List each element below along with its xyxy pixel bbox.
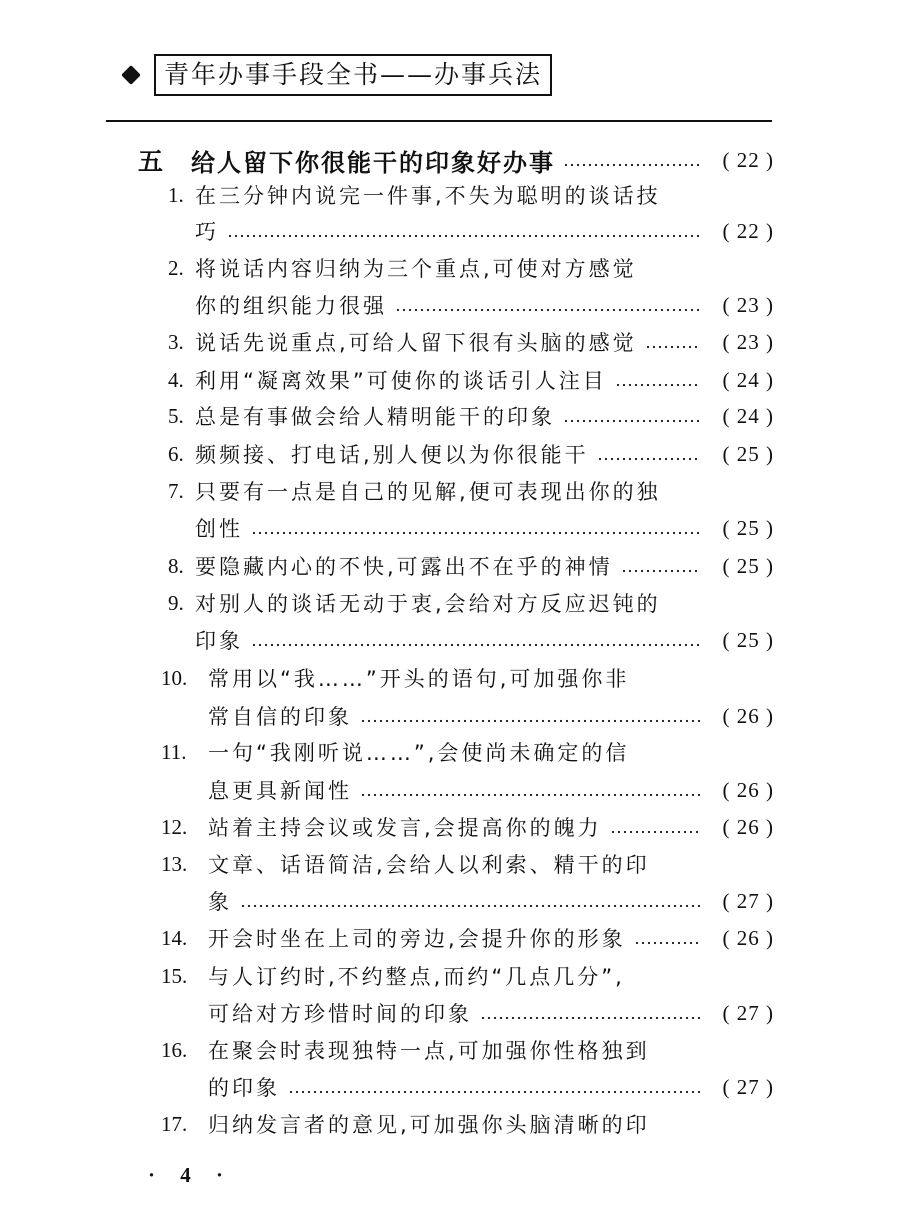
entry-number: 12. xyxy=(161,814,188,839)
entry-title: 印象 xyxy=(195,629,243,653)
entry-page: ( 27 ) xyxy=(722,1074,774,1099)
section-title: 给人留下你很能干的印象好办事 xyxy=(191,148,556,177)
toc-entry-line xyxy=(195,511,774,545)
entry-title: 利用“凝离效果”可使你的谈话引人注目 xyxy=(195,369,607,393)
entry-title: 站着主持会议或发言,会提高你的魄力 xyxy=(208,816,602,840)
entry-title: 一句“我刚听说……”,会使尚未确定的信 xyxy=(208,741,630,765)
header-rule xyxy=(106,120,772,122)
entry-title: 创性 xyxy=(195,517,243,541)
toc-entry-line xyxy=(168,437,774,471)
toc-entry-line xyxy=(208,884,774,918)
entry-number: 4. xyxy=(168,367,184,392)
entry-number: 7. xyxy=(168,478,184,503)
toc-entry-line xyxy=(161,1033,774,1067)
entry-title: 的印象 xyxy=(208,1076,280,1100)
entry-page: ( 23 ) xyxy=(722,292,774,317)
toc-entry-line xyxy=(208,1070,774,1104)
section-page: ( 22 ) xyxy=(722,147,774,172)
entry-page: ( 24 ) xyxy=(722,403,774,428)
leader-dots xyxy=(615,383,700,387)
entry-page: ( 26 ) xyxy=(722,777,774,802)
toc-entry-line xyxy=(161,847,774,881)
entry-title: 可给对方珍惜时间的印象 xyxy=(208,1002,472,1026)
entry-title: 开会时坐在上司的旁边,会提升你的形象 xyxy=(208,927,626,951)
leader-dots xyxy=(610,830,700,834)
entry-title: 在三分钟内说完一件事,不失为聪明的谈话技 xyxy=(195,184,661,208)
leader-dots xyxy=(597,457,700,461)
entry-title: 只要有一点是自己的见解,便可表现出你的独 xyxy=(195,480,661,504)
entry-title: 要隐藏内心的不快,可露出不在乎的神情 xyxy=(195,555,613,579)
entry-page: ( 22 ) xyxy=(722,218,774,243)
running-header xyxy=(124,54,552,96)
entry-number: 15. xyxy=(161,963,188,988)
entry-title: 巧 xyxy=(195,220,219,244)
toc-entry-line xyxy=(168,399,774,433)
toc-entry-line xyxy=(161,921,774,955)
leader-dots xyxy=(251,531,700,535)
toc-entry-line xyxy=(161,810,774,844)
leader-dots xyxy=(563,163,700,167)
toc-entry-line xyxy=(195,214,774,248)
leader-dots xyxy=(240,904,700,908)
leader-dots xyxy=(645,345,700,349)
entry-number: 11. xyxy=(161,739,187,764)
entry-title: 常自信的印象 xyxy=(208,705,352,729)
leader-dots xyxy=(634,941,700,945)
toc-entry-line xyxy=(161,1107,774,1141)
toc-entry-line xyxy=(168,549,774,583)
entry-page: ( 25 ) xyxy=(722,627,774,652)
page-number: · 4 · xyxy=(148,1163,234,1187)
entry-title: 归纳发言者的意见,可加强你头脑清晰的印 xyxy=(208,1113,650,1137)
leader-dots xyxy=(227,234,700,238)
entry-number: 2. xyxy=(168,255,184,280)
book-title: 青年办事手段全书——办事兵法 xyxy=(154,54,552,96)
entry-page: ( 25 ) xyxy=(722,553,774,578)
entry-page: ( 24 ) xyxy=(722,367,774,392)
entry-page: ( 25 ) xyxy=(722,441,774,466)
toc-entry-line xyxy=(195,288,774,322)
entry-number: 17. xyxy=(161,1111,188,1136)
entry-title: 文章、话语简洁,会给人以利索、精干的印 xyxy=(208,853,650,877)
section-heading xyxy=(138,143,774,177)
diamond-bullet-icon xyxy=(121,65,141,85)
toc-entry-line xyxy=(161,959,774,993)
entry-page: ( 26 ) xyxy=(722,814,774,839)
entry-title: 总是有事做会给人精明能干的印象 xyxy=(195,405,555,429)
leader-dots xyxy=(360,719,700,723)
leader-dots xyxy=(563,419,700,423)
entry-number: 14. xyxy=(161,925,188,950)
entry-number: 10. xyxy=(161,665,188,690)
toc-entry-line xyxy=(208,699,774,733)
entry-title: 在聚会时表现独特一点,可加强你性格独到 xyxy=(208,1039,650,1063)
entry-title: 象 xyxy=(208,890,232,914)
toc-entry-line xyxy=(168,325,774,359)
entry-page: ( 23 ) xyxy=(722,329,774,354)
toc-entry-line xyxy=(168,178,774,212)
entry-title: 与人订约时,不约整点,而约“几点几分”, xyxy=(208,965,625,989)
section-number: 五 xyxy=(138,149,164,176)
entry-number: 9. xyxy=(168,590,184,615)
toc-entry-line xyxy=(168,474,774,508)
toc-entry-line xyxy=(195,623,774,657)
entry-title: 说话先说重点,可给人留下很有头脑的感觉 xyxy=(195,331,637,355)
entry-number: 5. xyxy=(168,403,184,428)
toc-entry-line xyxy=(161,661,774,695)
entry-number: 16. xyxy=(161,1037,188,1062)
entry-title: 你的组织能力很强 xyxy=(195,294,387,318)
entry-title: 对别人的谈话无动于衷,会给对方反应迟钝的 xyxy=(195,592,661,616)
toc-entry-line xyxy=(168,363,774,397)
toc-entry-line xyxy=(161,735,774,769)
entry-title: 常用以“我……”开头的语句,可加强你非 xyxy=(208,667,630,691)
entry-title: 息更具新闻性 xyxy=(208,779,352,803)
entry-page: ( 27 ) xyxy=(722,888,774,913)
entry-title: 频频接、打电话,别人便以为你很能干 xyxy=(195,443,589,467)
leader-dots xyxy=(480,1016,700,1020)
entry-page: ( 25 ) xyxy=(722,515,774,540)
toc-entry-line xyxy=(208,996,774,1030)
entry-number: 13. xyxy=(161,851,188,876)
entry-number: 3. xyxy=(168,329,184,354)
leader-dots xyxy=(251,643,700,647)
entry-page: ( 27 ) xyxy=(722,1000,774,1025)
entry-number: 1. xyxy=(168,182,184,207)
entry-number: 6. xyxy=(168,441,184,466)
leader-dots xyxy=(395,308,700,312)
leader-dots xyxy=(360,793,700,797)
toc-entry-line xyxy=(208,773,774,807)
entry-page: ( 26 ) xyxy=(722,703,774,728)
entry-number: 8. xyxy=(168,553,184,578)
toc-entry-line xyxy=(168,251,774,285)
leader-dots xyxy=(288,1090,700,1094)
entry-page: ( 26 ) xyxy=(722,925,774,950)
toc-entry-line xyxy=(168,586,774,620)
entry-title: 将说话内容归纳为三个重点,可使对方感觉 xyxy=(195,257,637,281)
leader-dots xyxy=(621,569,700,573)
